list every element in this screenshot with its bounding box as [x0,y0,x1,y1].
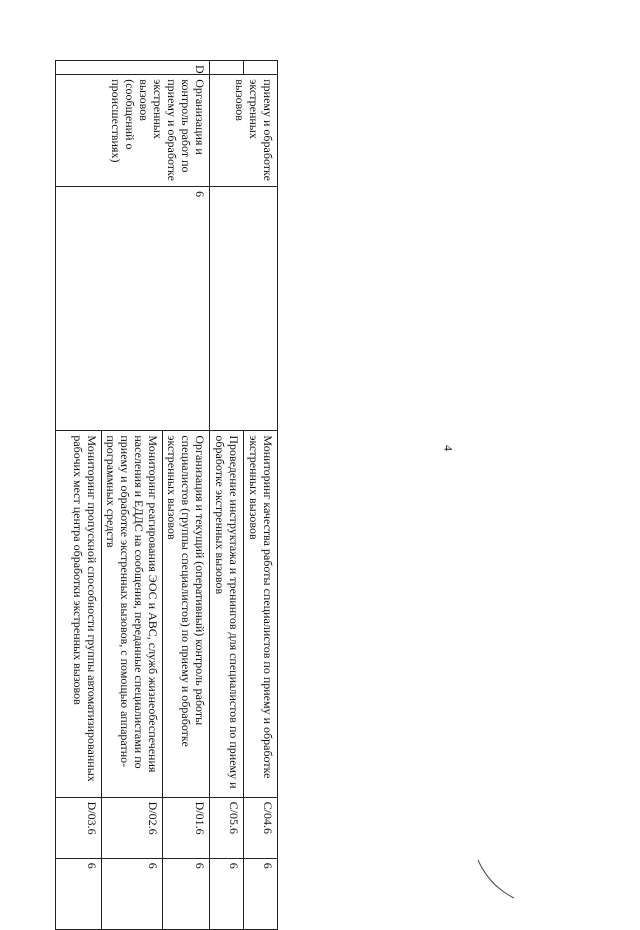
table-row [244,61,278,930]
labor-function-name: Проведение инструктажа и тренингов для специалистов по приему и обработке экстренных вызовов [210,431,244,797]
labor-function-name: Мониторинг реагирования ЭОС и АВС, служб жизнеобеспечения населения и ЕДДС на сообщения, переданные специалистами по приему и обработке экстренных вызовов, с помощью аппаратно-программных средств [102,431,163,797]
labor-function-name: Организация и текущий (оперативный) контроль работы специалистов (группы специалистов) по приему и обработке экстренных вызовов [163,431,210,797]
labor-function-level: 6 [56,858,102,929]
table-row [163,61,210,930]
qualification-level: 6 [56,187,210,431]
labor-function-level: 6 [210,858,244,929]
labor-function-code: C/05.6 [210,797,244,858]
page-number: 4 [441,445,456,451]
generalized-function-name: Организация и контроль работ по приему и обработке экстренных вызовов (сообщений о происшествиях) [56,75,210,187]
functions-table [55,60,278,930]
qualification-level [210,187,278,431]
signature-mark [476,858,536,903]
generalized-function-code [210,61,244,75]
generalized-function-code [244,61,278,75]
labor-function-level: 6 [163,858,210,929]
generalized-function-code: D [56,61,210,75]
labor-function-level: 6 [244,858,278,929]
labor-function-code: C/04.6 [244,797,278,858]
labor-function-code: D/01.6 [163,797,210,858]
labor-function-level: 6 [102,858,163,929]
labor-function-code: D/02.6 [102,797,163,858]
labor-function-code: D/03.6 [56,797,102,858]
rotated-table-container [58,60,278,930]
generalized-function-name: приему и обработке экстренных вызовов [210,75,278,187]
labor-function-name: Мониторинг качества работы специалистов по приему и обработке экстренных вызовов [244,431,278,797]
labor-function-name: Мониторинг пропускной способности группы автоматизированных рабочих мест центра обработки экстренных вызовов [56,431,102,797]
